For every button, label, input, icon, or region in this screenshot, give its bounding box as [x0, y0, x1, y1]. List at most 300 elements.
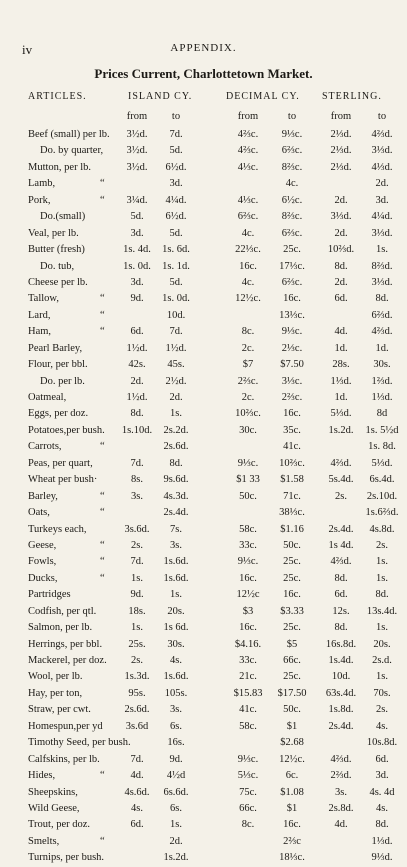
sterling-from-cell: 1s 4d.	[328, 539, 354, 551]
decimal-to-cell: 41c.	[283, 441, 301, 453]
island-to-cell: 6½d.	[165, 161, 187, 173]
article-name: Hay, per ton,	[28, 687, 83, 699]
table-row	[0, 719, 407, 735]
article-name: Lard,	[28, 309, 51, 321]
article-name: Barley,	[28, 490, 58, 502]
decimal-from-cell: 21c.	[239, 671, 257, 683]
sterling-from-cell: 2⅓d.	[330, 161, 352, 173]
sterling-from-cell: 28s.	[332, 359, 350, 371]
decimal-to-cell: $1	[286, 720, 298, 732]
island-to-cell: 1s.	[170, 408, 182, 420]
sterling-from-cell: 2s.	[335, 490, 347, 502]
island-to-cell: 5d.	[169, 145, 183, 157]
island-to-cell: 5d.	[169, 227, 183, 239]
table-row	[0, 390, 407, 406]
island-from-cell: 2s.	[131, 539, 143, 551]
island-from-subheader: from	[126, 111, 148, 122]
sterling-from-cell: 16s.8d.	[325, 638, 357, 650]
sterling-to-cell: 6⅔d.	[371, 309, 393, 321]
decimal-to-cell: 2⅔c.	[281, 392, 303, 403]
article-name: Wheat per bush·	[28, 474, 98, 486]
sterling-from-cell: 1d.	[334, 392, 348, 403]
decimal-to-cell: 50c.	[283, 704, 301, 716]
decimal-to-cell: 16c.	[283, 819, 301, 831]
island-from-cell: 1s.	[131, 622, 143, 634]
sterling-from-cell: 2s.8d.	[328, 802, 354, 814]
decimal-from-cell: 12½c	[236, 589, 260, 601]
table-row	[0, 702, 407, 718]
sterling-from-cell: 2⅔d.	[330, 770, 352, 782]
sterling-from-cell: 2⅓d.	[330, 145, 352, 157]
island-to-cell: 3s.	[170, 704, 182, 716]
island-to-cell: 2½d.	[165, 375, 187, 387]
island-from-cell: 3¼d.	[126, 194, 148, 206]
decimal-to-cell: $17.50	[277, 687, 307, 699]
ditto-mark: “	[100, 835, 105, 847]
ditto-mark: “	[100, 441, 105, 453]
ditto-mark: “	[100, 770, 105, 782]
article-name: Pork,	[28, 194, 51, 206]
ditto-mark: “	[100, 490, 105, 502]
island-to-cell: 7d.	[169, 129, 183, 140]
table-row	[0, 752, 407, 768]
sterling-from-cell: 10d.	[331, 671, 351, 683]
island-from-cell: 3s.6d.	[124, 523, 150, 535]
island-to-cell: 1s. 0d.	[162, 293, 190, 305]
island-to-cell: 1½d.	[165, 342, 187, 354]
decimal-from-cell: 4⅓c.	[237, 161, 259, 173]
decimal-to-subheader: to	[287, 111, 297, 122]
ditto-mark: “	[100, 326, 105, 338]
table-row	[0, 472, 407, 488]
island-from-cell: 42s.	[128, 359, 146, 371]
decimal-from-cell: $1 33	[236, 474, 260, 486]
island-to-cell: 1s.6d.	[163, 556, 189, 568]
island-from-cell: 1s. 4d.	[123, 244, 151, 256]
island-from-cell: 7d.	[130, 556, 144, 568]
sterling-from-cell: 2⅓d.	[330, 129, 352, 140]
decimal-to-cell: 66c.	[283, 655, 301, 666]
article-name: Straw, per cwt.	[28, 704, 91, 716]
decimal-from-cell: 2c.	[241, 342, 255, 354]
island-to-cell: 1s. 6d.	[162, 244, 190, 256]
article-name: Beef (small) per lb.	[28, 129, 110, 140]
sterling-to-cell: 8⅔d.	[371, 260, 393, 272]
island-to-cell: 30s.	[167, 638, 185, 650]
article-name: Lamb,	[28, 178, 56, 190]
ditto-mark: “	[100, 556, 105, 568]
article-name: Smelts,	[28, 835, 60, 847]
sterling-header: STERLING.	[322, 91, 382, 102]
article-name: Mackerel, per doz.	[28, 655, 107, 666]
island-from-cell: 6d.	[130, 819, 144, 831]
sterling-to-cell: 1d.	[375, 342, 389, 354]
table-row	[0, 259, 407, 275]
island-to-cell: 6s.6d.	[163, 786, 189, 798]
table-row	[0, 439, 407, 455]
article-name: Mutton, per lb.	[28, 161, 91, 173]
ditto-mark: “	[100, 194, 105, 206]
sterling-from-subheader: from	[330, 111, 352, 122]
sterling-to-cell: 4⅔d.	[371, 129, 393, 140]
island-to-cell: 6s.	[170, 720, 182, 732]
island-to-cell: 7s.	[170, 523, 182, 535]
sterling-to-cell: 3d.	[375, 194, 389, 206]
island-from-cell: 1s.10d.	[121, 424, 153, 436]
table-row	[0, 686, 407, 702]
sterling-to-cell: 3⅓d.	[371, 145, 393, 157]
article-name: Hides,	[28, 770, 56, 782]
decimal-to-cell: 13⅓c.	[279, 309, 305, 321]
island-to-cell: 1s 6d.	[163, 622, 189, 634]
sterling-to-cell: 1s. 8d.	[368, 441, 396, 453]
island-to-cell: 45s.	[167, 359, 185, 371]
decimal-to-cell: 9⅓c.	[281, 326, 303, 338]
article-name: Do. per lb.	[40, 375, 85, 387]
island-to-cell: 2d.	[169, 835, 183, 847]
decimal-from-cell: 75c.	[239, 786, 257, 798]
table-row	[0, 604, 407, 620]
article-name: Calfskins, per lb.	[28, 753, 100, 765]
ditto-mark: “	[100, 539, 105, 551]
decimal-to-cell: $5	[286, 638, 298, 650]
decimal-to-cell: 35c.	[283, 424, 301, 436]
table-row	[0, 785, 407, 801]
island-from-cell: 7d.	[130, 753, 144, 765]
table-row	[0, 571, 407, 587]
decimal-from-cell: 33c.	[239, 655, 257, 666]
decimal-from-cell: 22⅓c.	[235, 244, 261, 256]
article-name: Potatoes,per bush.	[28, 424, 105, 436]
sterling-to-cell: 9⅓d.	[371, 852, 393, 864]
sterling-to-cell: 4s.	[376, 720, 388, 732]
decimal-to-cell: 6c.	[285, 770, 299, 782]
table-row	[0, 308, 407, 324]
range-subheaders	[0, 111, 407, 125]
sterling-from-cell: 5⅓d.	[330, 408, 352, 420]
decimal-to-cell: 18⅓c.	[279, 852, 305, 864]
article-name: Do. tub,	[40, 260, 75, 272]
page-header	[0, 42, 407, 58]
table-row	[0, 554, 407, 570]
sterling-to-cell: 5⅓d.	[371, 457, 393, 469]
decimal-to-cell: 2⅔c	[283, 835, 301, 847]
sterling-to-cell: 8d.	[375, 819, 389, 831]
island-from-cell: 95s.	[128, 687, 146, 699]
sterling-from-cell: 4⅔d.	[330, 457, 352, 469]
decimal-to-cell: 71c.	[283, 490, 301, 502]
sterling-to-cell: 2d.	[375, 178, 389, 190]
sterling-to-subheader: to	[377, 111, 387, 122]
island-to-cell: 3s.	[170, 539, 182, 551]
decimal-from-cell: $7	[242, 359, 254, 371]
sterling-from-cell: 2d.	[334, 194, 348, 206]
decimal-to-cell: $1.08	[280, 786, 304, 798]
decimal-from-cell: 66c.	[239, 802, 257, 814]
article-name: Do.(small)	[40, 211, 86, 223]
table-row	[0, 143, 407, 159]
article-name: Wool, per lb.	[28, 671, 83, 683]
sterling-to-cell: 30s.	[373, 359, 391, 371]
sterling-from-cell: 4⅔d.	[330, 753, 352, 765]
island-from-cell: 1½d.	[126, 392, 148, 403]
sterling-from-cell: 8d.	[334, 572, 348, 584]
article-name: Oats,	[28, 507, 50, 519]
sterling-from-cell: 63s.4d.	[325, 687, 357, 699]
decimal-to-cell: 25c.	[283, 572, 301, 584]
article-name: Sheepskins,	[28, 786, 78, 798]
article-name: Tallow,	[28, 293, 59, 305]
table-row	[0, 209, 407, 225]
decimal-from-cell: 4c.	[241, 227, 255, 239]
article-name: Ducks,	[28, 572, 58, 584]
decimal-to-cell: 16c.	[283, 408, 301, 420]
decimal-from-cell: 5⅓c.	[237, 770, 259, 782]
sterling-to-cell: 1⅓d.	[371, 835, 393, 847]
island-to-cell: 2d.	[169, 392, 183, 403]
sterling-to-cell: 3d.	[375, 770, 389, 782]
island-from-cell: 7d.	[130, 457, 144, 469]
article-name: Herrings, per bbl.	[28, 638, 103, 650]
sterling-to-cell: 4s. 4d	[369, 786, 395, 798]
article-name: Turnips, per bush.	[28, 852, 105, 864]
sterling-from-cell: 2d.	[334, 227, 348, 239]
sterling-from-cell: 8d.	[334, 622, 348, 634]
decimal-from-cell: 10⅔c.	[235, 408, 261, 420]
island-from-cell: 25s.	[128, 638, 146, 650]
table-row	[0, 653, 407, 669]
decimal-from-cell: 4c.	[241, 276, 255, 288]
island-from-cell: 3d.	[130, 227, 144, 239]
table-row	[0, 291, 407, 307]
article-name: Codfish, per qtl.	[28, 605, 97, 617]
decimal-to-cell: $3.33	[280, 605, 304, 617]
decimal-to-cell: 3⅓c.	[281, 375, 303, 387]
article-name: Flour, per bbl.	[28, 359, 88, 371]
decimal-from-subheader: from	[237, 111, 259, 122]
island-to-cell: 105s.	[164, 687, 188, 699]
decimal-from-cell: 6⅔c.	[237, 211, 259, 223]
sterling-to-cell: 1⅓d.	[371, 392, 393, 403]
page-number: iv	[22, 42, 33, 57]
table-row	[0, 735, 407, 751]
island-to-cell: 1s. 1d.	[162, 260, 190, 272]
decimal-from-cell: 58c.	[239, 720, 257, 732]
sterling-to-cell: 1s.	[376, 572, 388, 584]
sterling-to-cell: 1s.6⅔d.	[365, 507, 399, 519]
decimal-to-cell: 6⅔c.	[281, 145, 303, 157]
table-row	[0, 768, 407, 784]
table-row	[0, 538, 407, 554]
sterling-from-cell: 1d.	[334, 342, 348, 354]
ditto-mark: “	[100, 572, 105, 584]
table-row	[0, 406, 407, 422]
ditto-mark: “	[100, 507, 105, 519]
table-row	[0, 374, 407, 390]
articles-header: ARTICLES.	[28, 91, 87, 102]
island-to-cell: 7d.	[169, 326, 183, 338]
price-table	[0, 127, 407, 867]
sterling-from-cell: 3s.	[335, 786, 347, 798]
island-to-cell: 1s.	[170, 589, 182, 601]
article-name: Wild Geese,	[28, 802, 80, 814]
column-headers	[0, 91, 407, 105]
decimal-to-cell: $1	[286, 802, 298, 814]
sterling-to-cell: 1s.	[376, 556, 388, 568]
decimal-to-cell: 8⅔c.	[281, 161, 303, 173]
sterling-from-cell: 2s.4d.	[328, 523, 354, 535]
island-from-cell: 3½d.	[126, 145, 148, 157]
sterling-to-cell: 4s.8d.	[369, 523, 395, 535]
table-row	[0, 193, 407, 209]
island-to-cell: 1s.	[170, 819, 182, 831]
decimal-to-cell: $2.68	[280, 737, 304, 749]
decimal-from-cell: 16c.	[239, 622, 257, 634]
decimal-currency-header: DECIMAL CY.	[226, 91, 300, 102]
island-to-cell: 2s.2d.	[163, 424, 189, 436]
sterling-to-cell: 4s.	[376, 802, 388, 814]
table-row	[0, 834, 407, 850]
decimal-to-cell: 25c.	[283, 671, 301, 683]
sterling-from-cell: 5s.4d.	[328, 474, 354, 486]
island-to-cell: 4¼d.	[165, 194, 187, 206]
sterling-from-cell: 4⅔d.	[330, 556, 352, 568]
article-name: Timothy Seed, per bush.	[28, 737, 131, 749]
sterling-to-cell: 70s.	[373, 687, 391, 699]
island-from-cell: 2d.	[130, 375, 144, 387]
decimal-to-cell: 10⅔c.	[279, 457, 305, 469]
sterling-to-cell: 1s.	[376, 622, 388, 634]
table-row	[0, 587, 407, 603]
island-to-cell: 5d.	[169, 276, 183, 288]
island-from-cell: 2s.6d.	[124, 704, 150, 716]
island-to-cell: 6s.	[170, 802, 182, 814]
sterling-from-cell: 6d.	[334, 293, 348, 305]
island-to-subheader: to	[171, 111, 181, 122]
table-row	[0, 620, 407, 636]
island-to-cell: 9d.	[169, 753, 183, 765]
decimal-to-cell: 6⅔c.	[281, 276, 303, 288]
decimal-to-cell: 16c.	[283, 293, 301, 305]
table-row	[0, 817, 407, 833]
decimal-from-cell: 4⅔c.	[237, 145, 259, 157]
section-title: APPENDIX.	[170, 42, 237, 54]
sterling-from-cell: 1s.4d.	[328, 655, 354, 666]
island-from-cell: 2s.	[131, 655, 143, 666]
island-to-cell: 4s.3d.	[163, 490, 189, 502]
table-row	[0, 423, 407, 439]
island-from-cell: 3½d.	[126, 161, 148, 173]
decimal-from-cell: 58c.	[239, 523, 257, 535]
island-from-cell: 9d.	[130, 589, 144, 601]
decimal-to-cell: $1.58	[280, 474, 304, 486]
sterling-to-cell: 6s.4d.	[369, 474, 395, 486]
decimal-from-cell: 2⅔c.	[237, 375, 259, 387]
island-to-cell: 1s.6d.	[163, 671, 189, 683]
article-name: Partridges	[28, 589, 71, 601]
island-from-cell: 1½d.	[126, 342, 148, 354]
table-row	[0, 522, 407, 538]
sterling-to-cell: 4⅓d.	[371, 161, 393, 173]
sterling-from-cell: 1s.8d.	[328, 704, 354, 716]
sterling-to-cell: 4⅔d.	[371, 326, 393, 338]
sterling-to-cell: 3⅓d.	[371, 227, 393, 239]
island-from-cell: 3s.6d	[125, 720, 149, 732]
ditto-mark: “	[100, 309, 105, 321]
decimal-to-cell: 6⅔c.	[281, 227, 303, 239]
decimal-to-cell: 8⅔c.	[281, 211, 303, 223]
table-row	[0, 669, 407, 685]
decimal-from-cell: $4.16.	[234, 638, 262, 650]
sterling-to-cell: 6d.	[375, 753, 389, 765]
table-row	[0, 226, 407, 242]
sterling-to-cell: 2s.	[376, 704, 388, 716]
article-name: Ham,	[28, 326, 52, 338]
article-name: Butter (fresh)	[28, 244, 85, 256]
decimal-from-cell: 9⅓c.	[237, 556, 259, 568]
decimal-to-cell: $1.16	[280, 523, 304, 535]
sterling-to-cell: 1s.	[376, 244, 388, 256]
decimal-to-cell: 50c.	[283, 539, 301, 551]
sterling-from-cell: 3⅓d.	[330, 211, 352, 223]
article-name: Pearl Barley,	[28, 342, 83, 354]
table-row	[0, 341, 407, 357]
decimal-to-cell: 4c.	[285, 178, 299, 190]
island-from-cell: 3d.	[130, 276, 144, 288]
article-name: Turkeys each,	[28, 523, 87, 535]
island-from-cell: 3½d.	[126, 129, 148, 140]
decimal-from-cell: 2c.	[241, 392, 255, 403]
sterling-from-cell: 10⅔d.	[327, 244, 355, 256]
decimal-from-cell: 16c.	[239, 260, 257, 272]
article-name: Carrots,	[28, 441, 62, 453]
table-row	[0, 275, 407, 291]
sterling-from-cell: 2s.4d.	[328, 720, 354, 732]
decimal-from-cell: 50c.	[239, 490, 257, 502]
article-name: Geese,	[28, 539, 57, 551]
decimal-from-cell: 9⅓c.	[237, 753, 259, 765]
table-row	[0, 324, 407, 340]
table-row	[0, 127, 407, 143]
decimal-to-cell: 6½c.	[281, 194, 303, 206]
decimal-from-cell: 30c.	[239, 424, 257, 436]
island-from-cell: 6d.	[130, 326, 144, 338]
decimal-from-cell: 9⅓c.	[237, 457, 259, 469]
table-row	[0, 357, 407, 373]
decimal-to-cell: 25c.	[283, 556, 301, 568]
decimal-from-cell: 8c.	[241, 326, 255, 338]
island-to-cell: 1s.2d.	[163, 852, 189, 864]
ditto-mark: “	[100, 293, 105, 305]
island-from-cell: 8d.	[130, 408, 144, 420]
sterling-to-cell: 10s.8d.	[366, 737, 398, 749]
sterling-to-cell: 8d.	[375, 293, 389, 305]
sterling-to-cell: 8d	[376, 408, 388, 420]
article-name: Eggs, per doz.	[28, 408, 89, 420]
sterling-to-cell: 2s.10d.	[366, 490, 398, 502]
sterling-from-cell: 6d.	[334, 589, 348, 601]
island-from-cell: 5d.	[130, 211, 144, 223]
sterling-from-cell: 4d.	[334, 819, 348, 831]
decimal-from-cell: $15.83	[233, 687, 263, 699]
island-from-cell: 18s.	[128, 605, 146, 617]
island-to-cell: 10d.	[166, 309, 186, 321]
island-from-cell: 3s.	[131, 490, 143, 502]
island-currency-header: ISLAND CY.	[128, 91, 193, 102]
island-from-cell: 9d.	[130, 293, 144, 305]
island-to-cell: 4½d	[166, 770, 186, 782]
article-name: Homespun,per yd	[28, 720, 103, 732]
